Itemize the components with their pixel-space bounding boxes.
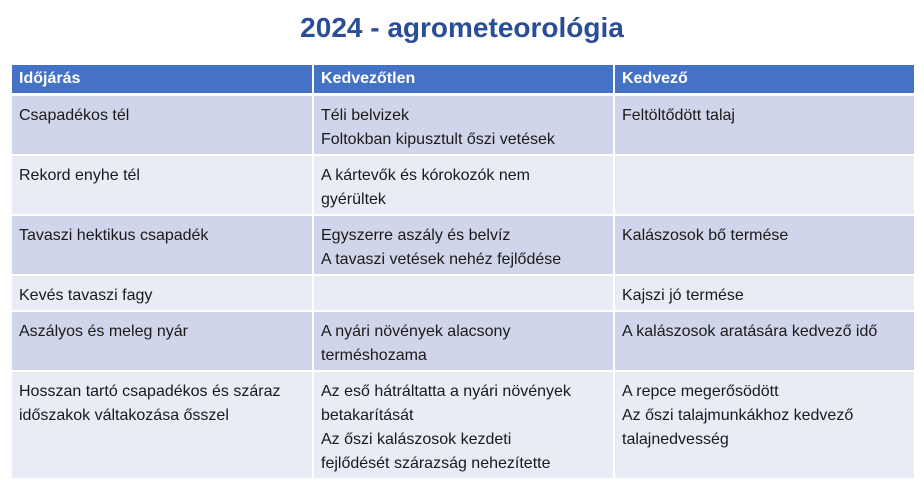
weather-impact-table [12,65,914,480]
cell-text-line: terméshozama [321,347,427,364]
cell-favorable [614,371,914,479]
cell-unfavorable [313,95,614,156]
cell-text-line: Egyszerre aszály és belvíz [321,227,511,244]
cell-weather [12,215,313,275]
cell-unfavorable [313,311,614,371]
cell-text-line: Feltöltődött talaj [622,107,735,124]
cell-unfavorable [313,215,614,275]
table-row [12,95,914,156]
cell-text-line: Az őszi talajmunkákhoz kedvező [622,407,854,424]
header-favorable: Kedvező [614,65,914,95]
cell-text-line: A repce megerősödött [622,383,779,400]
cell-text-line: Az őszi kalászosok kezdeti [321,431,512,448]
cell-favorable [614,95,914,156]
cell-unfavorable [313,275,614,311]
cell-text-line: Tavaszi hektikus csapadék [19,227,209,244]
cell-unfavorable [313,371,614,479]
cell-text-line: Hosszan tartó csapadékos és száraz [19,383,281,400]
cell-weather [12,95,313,156]
cell-text-line: Csapadékos tél [19,107,130,124]
cell-weather [12,371,313,479]
table-row [12,311,914,371]
cell-weather [12,275,313,311]
cell-text-line: A tavaszi vetések nehéz fejlődése [321,251,562,268]
header-unfavorable: Kedvezőtlen [313,65,614,95]
cell-text-line: időszakok váltakozása ősszel [19,407,229,424]
table-header-row [12,65,914,95]
cell-favorable [614,215,914,275]
cell-favorable [614,275,914,311]
cell-favorable [614,155,914,215]
cell-text-line: Foltokban kipusztult őszi vetések [321,131,555,148]
cell-text-line: Rekord enyhe tél [19,167,140,184]
cell-text-line: talajnedvesség [622,431,729,448]
header-weather: Időjárás [12,65,313,95]
table-row [12,215,914,275]
cell-weather [12,311,313,371]
table-row [12,371,914,479]
cell-unfavorable [313,155,614,215]
cell-text-line: Kevés tavaszi fagy [19,287,153,304]
cell-weather [12,155,313,215]
slide-title: 2024 - agrometeorológia [300,12,624,43]
table-body [12,95,914,480]
table-row [12,155,914,215]
cell-text-line: Aszályos és meleg nyár [19,323,188,340]
cell-text-line: Kalászosok bő termése [622,227,789,244]
cell-text-line: Az eső hátráltatta a nyári növények [321,383,571,400]
table-row [12,275,914,311]
cell-text-line: Kajszi jó termése [622,287,744,304]
cell-text-line: A nyári növények alacsony [321,323,511,340]
cell-favorable [614,311,914,371]
cell-text-line: A kártevők és kórokozók nem [321,167,530,184]
cell-text-line: A kalászosok aratására kedvező idő [622,323,878,340]
cell-text-line: betakarítását [321,407,414,424]
cell-text-line: Téli belvizek [321,107,410,124]
cell-text-line: gyérültek [321,191,386,208]
cell-text-line: fejlődését szárazság nehezítette [321,455,551,472]
